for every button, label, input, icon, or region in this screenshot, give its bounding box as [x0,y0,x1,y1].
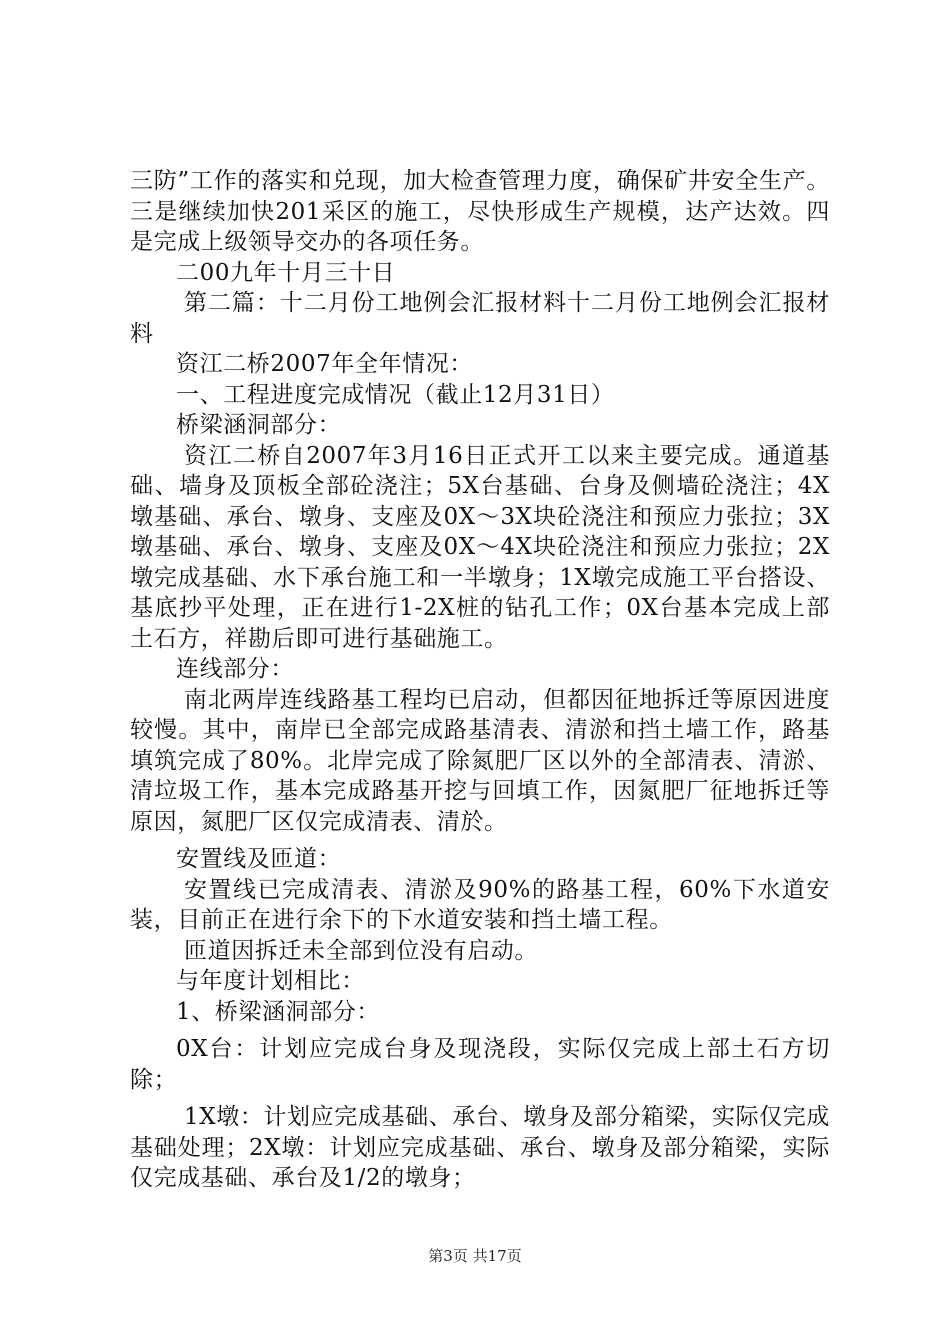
paragraph-heading-bridge-comparison: 1、桥梁涵洞部分： [176,998,381,1025]
paragraph-heading-progress: 一、工程进度完成情况（截止12月31日） [176,381,615,408]
paragraph-heading-annual: 资江二桥2007年全年情况： [176,351,473,377]
paragraph-ramp-detail: 匝道因拆迁未全部到位没有启动。 [184,937,538,964]
page-number-footer: 第3页 共17页 [428,1247,522,1265]
document-body [130,166,830,1194]
paragraph-heading-connection: 连线部分： [176,656,294,682]
paragraph-resettlement-detail: 安置线已完成清表、清淤及90%的路基工程，60%下水道安装，目前正在进行余下的下水道安装和挡土墙工程。 [130,876,830,933]
paragraph-heading-plan-comparison: 与年度计划相比： [176,968,365,994]
paragraph-continuation: 三防”工作的落实和兑现，加大检查管理力度，确保矿井安全生产。三是继续加快201采区的施工，尽快形成生产规模，达产达效。四是完成上级领导交办的各项任务。 [130,168,830,255]
paragraph-bridge-detail: 资江二桥自2007年3月16日正式开工以来主要完成。通道基础、墙身及顶板全部砼浇注；5X台基础、台身及侧墙砼浇注；4X墩基础、承台、墩身、支座及0X～3X块砼浇注和预应力张拉；3X墩基础、承台、墩身、支座及0X～4X块砼浇注和预应力张拉；2X墩完成基础、水下承台施工和一半墩身；1X墩完成施工平台搭设、基底抄平处理，正在进行1-2X桩的钻孔工作；0X台基本完成上部土石方，祥勘后即可进行基础施工。 [130,442,830,652]
paragraph-0x-abutment: 0X台：计划应完成台身及现浇段，实际仅完成上部土石方切除； [130,1036,830,1093]
paragraph-section-title: 第二篇：十二月份工地例会汇报材料十二月份工地例会汇报材料 [130,290,830,347]
paragraph-connection-detail: 南北两岸连线路基工程均已启动，但都因征地拆迁等原因进度较慢。其中，南岸已全部完成路基清表、清淤和挡土墙工作，路基填筑完成了80%。北岸完成了除氮肥厂区以外的全部清表、清淤、清垃圾工作，基本完成路基开挖与回填工作，因氮肥厂征地拆迁等原因，氮肥厂区仅完成清表、清於。 [130,686,830,835]
paragraph-date: 二00九年十月三十日 [176,259,396,286]
paragraph-heading-bridge: 桥梁涵洞部分： [176,412,342,438]
paragraph-heading-resettlement: 安置线及匝道： [176,846,342,872]
paragraph-1x-2x-pier: 1X墩：计划应完成基础、承台、墩身及部分箱梁，实际仅完成基础处理；2X墩：计划应完成基础、承台、墩身及部分箱梁，实际仅完成基础、承台及1/2的墩身； [130,1104,830,1191]
